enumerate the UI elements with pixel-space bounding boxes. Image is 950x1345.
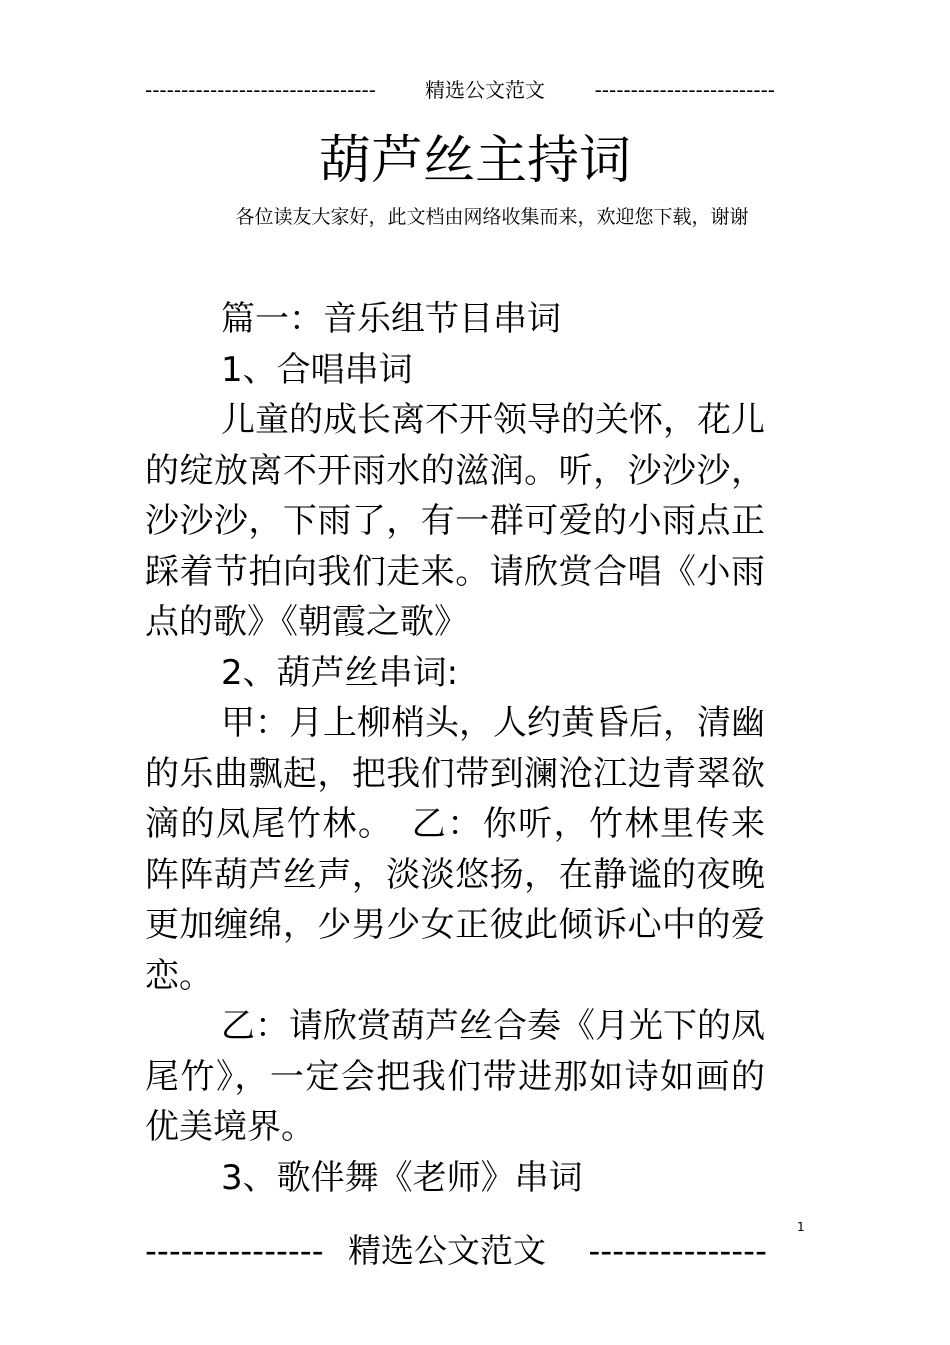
header-dashes-left: -------------------------------- — [145, 78, 376, 102]
paragraph-hulusi-dialogue: 甲：月上柳梢头，人约黄昏后，清幽的乐曲飘起，把我们带到澜沧江边青翠欲滴的凤尾竹林。 乙：你听，竹林里传来阵阵葫芦丝声，淡淡悠扬，在静谧的夜晚更加缠绵，少男少女正彼此倾诉心中的爱恋。 — [145, 703, 765, 996]
page-number: 1 — [797, 1220, 805, 1234]
footer-dashes-left: --------------- — [145, 1231, 324, 1270]
paragraph-chorus: 儿童的成长离不开领导的关怀，花儿的绽放离不开雨水的滋润。听，沙沙沙，沙沙沙，下雨了，有一群可爱的小雨点正踩着节拍向我们走来。请欣赏合唱《小雨点的歌》《朝霞之歌》 — [145, 400, 765, 642]
document-title: 葫芦丝主持词 — [318, 131, 631, 191]
item-heading-chorus: 1、合唱串词 — [221, 349, 413, 390]
footer-label: 精选公文范文 — [348, 1231, 546, 1270]
item-heading-hulusi: 2、葫芦丝串词: — [221, 652, 459, 693]
item-heading-song-dance: 3、歌伴舞《老师》串词 — [221, 1157, 583, 1198]
page-footer — [145, 1228, 767, 1274]
paragraph-hulusi-performance: 乙：请欣赏葫芦丝合奏《月光下的凤尾竹》，一定会把我们带进那如诗如画的优美境界。 — [145, 1006, 765, 1147]
document-body — [145, 294, 765, 1203]
header-label: 精选公文范文 — [425, 78, 545, 102]
page-header — [145, 74, 775, 106]
header-dashes-right: ------------------------- — [594, 78, 775, 102]
footer-dashes-right: --------------- — [588, 1231, 767, 1270]
document-subtitle: 各位读友大家好，此文档由网络收集而来，欢迎您下载，谢谢 — [235, 206, 749, 228]
section-heading: 篇一：音乐组节目串词 — [221, 299, 561, 339]
